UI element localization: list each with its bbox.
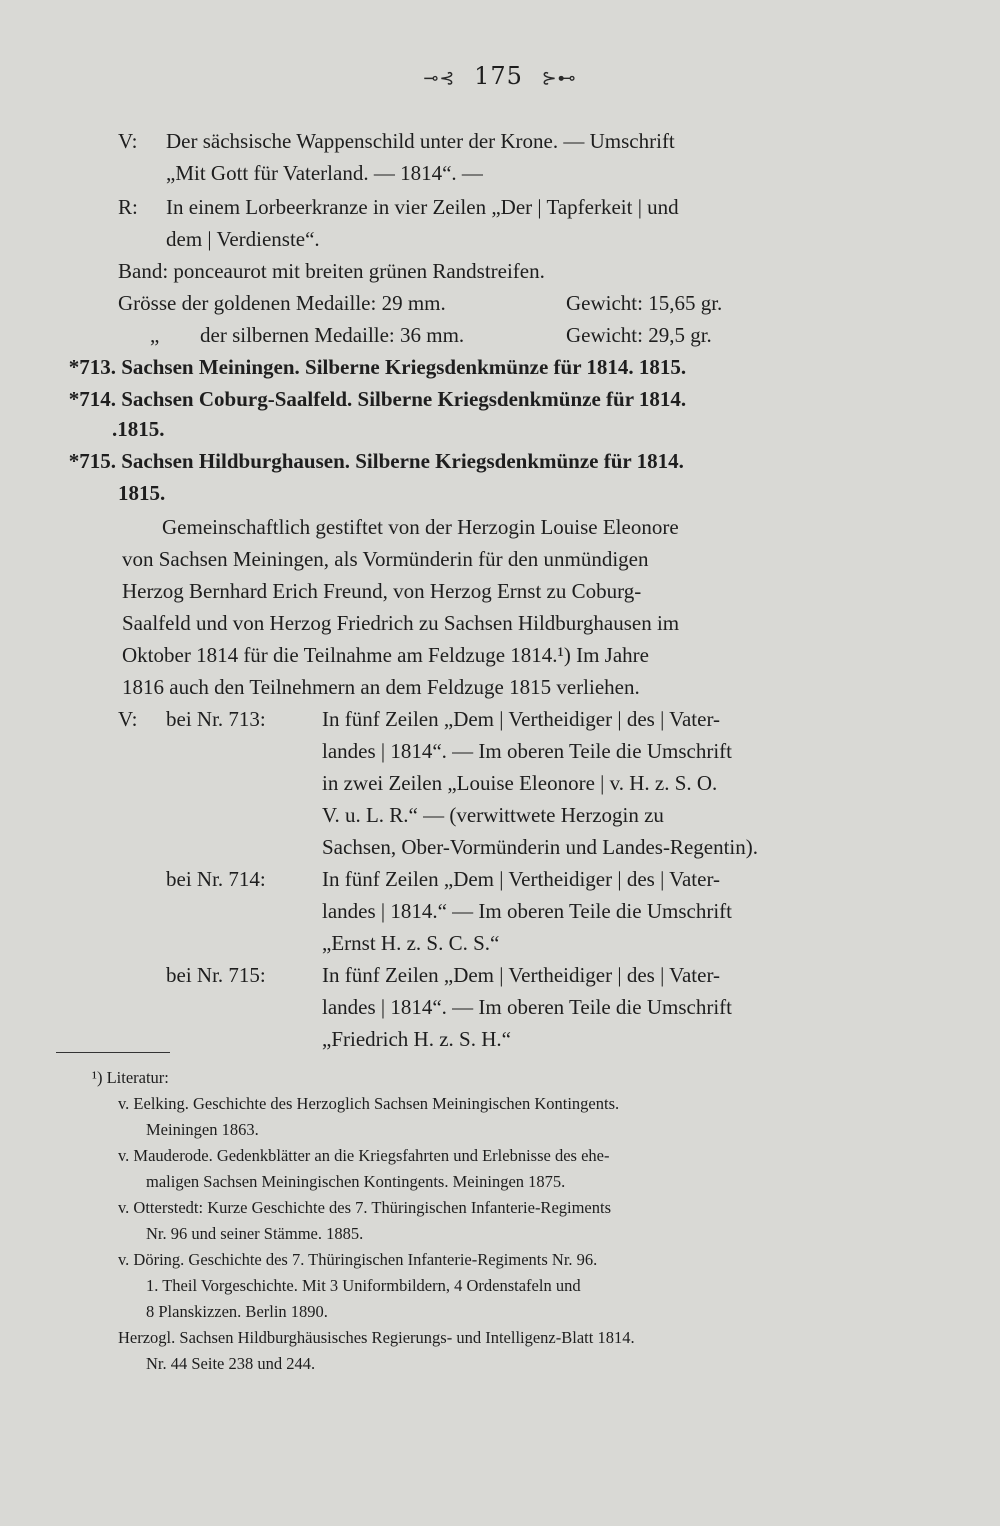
footnote-line: v. Mauderode. Gedenkblätter an die Kriegsfahrten und Erlebnisse des ehe-: [118, 1146, 610, 1165]
ref-715-text: landes | 1814“. — Im oberen Teile die Umschrift: [322, 995, 732, 1019]
silver-weight: Gewicht: 29,5 gr.: [566, 323, 712, 347]
entry-title: Sachsen Hildburghausen. Silberne Kriegsdenkmünze für 1814.: [121, 449, 684, 473]
v-715-block: [118, 704, 166, 734]
gold-size-line: Grösse der goldenen Medaille: 29 mm.: [118, 291, 446, 315]
entry-713: [44, 352, 686, 382]
entry-714: [44, 384, 686, 414]
obverse-text-2: „Mit Gott für Vaterland. — 1814“. —: [166, 161, 483, 185]
obverse-text-1: Der sächsische Wappenschild unter der Krone. — Umschrift: [166, 129, 675, 153]
obverse-label: V:: [118, 707, 138, 731]
ornament-left-icon: ⊸⊰: [423, 68, 456, 89]
entry-title: Sachsen Coburg-Saalfeld. Silberne Kriegsdenkmünze für 1814.: [121, 387, 687, 411]
entry-title: Sachsen Meiningen. Silberne Kriegsdenkmünze für 1814. 1815.: [121, 355, 687, 379]
ref-714-text: „Ernst H. z. S. C. S.“: [322, 931, 500, 955]
ornament-right-icon: ⊱⊷: [541, 68, 577, 89]
silver-size-line: der silbernen Medaille: 36 mm.: [200, 323, 465, 347]
footnote-line: Nr. 96 und seiner Stämme. 1885.: [146, 1224, 364, 1243]
footnote-line: 1. Theil Vorgeschichte. Mit 3 Uniformbildern, 4 Ordenstafeln und: [146, 1276, 581, 1295]
entry-number: *715.: [68, 449, 116, 473]
footnote-line: v. Otterstedt: Kurze Geschichte des 7. Thüringischen Infanterie-Regiments: [118, 1198, 612, 1217]
ref-713-text: V. u. L. R.“ — (verwittwete Herzogin zu: [322, 803, 664, 827]
page-header: [0, 62, 1000, 90]
entry-number: *714.: [68, 387, 116, 411]
ditto-mark: „: [150, 323, 160, 347]
reverse-text-1: In einem Lorbeerkranze in vier Zeilen „Der | Tapferkeit | und: [166, 195, 679, 219]
ref-713: bei Nr. 713:: [166, 707, 266, 731]
page-number: 175: [474, 62, 523, 90]
footnote-line: ¹) Literatur:: [92, 1068, 169, 1087]
entry-number: *713.: [68, 355, 116, 379]
entry-715: [44, 446, 684, 476]
paragraph-line: von Sachsen Meiningen, als Vormünderin für den unmündigen: [122, 547, 649, 571]
footnote-line: v. Döring. Geschichte des 7. Thüringischen Infanterie-Regiments Nr. 96.: [118, 1250, 598, 1269]
footnote-line: Herzogl. Sachsen Hildburghäusisches Regierungs- und Intelligenz-Blatt 1814.: [118, 1328, 635, 1347]
paragraph-line: Saalfeld und von Herzog Friedrich zu Sachsen Hildburghausen im: [122, 611, 680, 635]
ref-714-text: landes | 1814.“ — Im oberen Teile die Umschrift: [322, 899, 732, 923]
paragraph-line: Oktober 1814 für die Teilnahme am Feldzuge 1814.¹) Im Jahre: [122, 643, 649, 667]
footnote-line: Meiningen 1863.: [146, 1120, 259, 1139]
ref-713-text: Sachsen, Ober-Vormünderin und Landes-Regentin).: [322, 835, 758, 859]
ref-713-text: in zwei Zeilen „Louise Eleonore | v. H. z. S. O.: [322, 771, 718, 795]
band-line: Band: ponceaurot mit breiten grünen Randstreifen.: [118, 259, 545, 283]
paragraph-line: 1816 auch den Teilnehmern an dem Feldzuge 1815 verliehen.: [122, 675, 640, 699]
ref-713-text: In fünf Zeilen „Dem | Vertheidiger | des | Vater-: [322, 707, 721, 731]
ref-714: bei Nr. 714:: [166, 867, 266, 891]
ref-715: bei Nr. 715:: [166, 963, 266, 987]
reverse-line: [118, 192, 679, 222]
reverse-label: R:: [118, 195, 138, 219]
paragraph-line: Herzog Bernhard Erich Freund, von Herzog Ernst zu Coburg-: [122, 579, 642, 603]
entry-715-continuation: 1815.: [118, 481, 166, 505]
gold-weight: Gewicht: 15,65 gr.: [566, 291, 723, 315]
footnote-divider: [56, 1052, 170, 1053]
entry-714-continuation: .1815.: [112, 417, 165, 441]
ref-713-text: landes | 1814“. — Im oberen Teile die Umschrift: [322, 739, 732, 763]
ref-714-text: In fünf Zeilen „Dem | Vertheidiger | des | Vater-: [322, 867, 721, 891]
obverse-label: V:: [118, 129, 138, 153]
footnote-line: Nr. 44 Seite 238 und 244.: [146, 1354, 316, 1373]
ref-715-text: „Friedrich H. z. S. H.“: [322, 1027, 511, 1051]
footnote-line: v. Eelking. Geschichte des Herzoglich Sachsen Meiningischen Kontingents.: [118, 1094, 620, 1113]
paragraph-line: Gemeinschaftlich gestiftet von der Herzogin Louise Eleonore: [162, 515, 679, 539]
reverse-text-2: dem | Verdienste“.: [166, 227, 320, 251]
footnote-line: maligen Sachsen Meiningischen Kontingents. Meiningen 1875.: [146, 1172, 566, 1191]
footnote-line: 8 Planskizzen. Berlin 1890.: [146, 1302, 328, 1321]
obverse-line: [118, 126, 675, 156]
ref-715-text: In fünf Zeilen „Dem | Vertheidiger | des | Vater-: [322, 963, 721, 987]
